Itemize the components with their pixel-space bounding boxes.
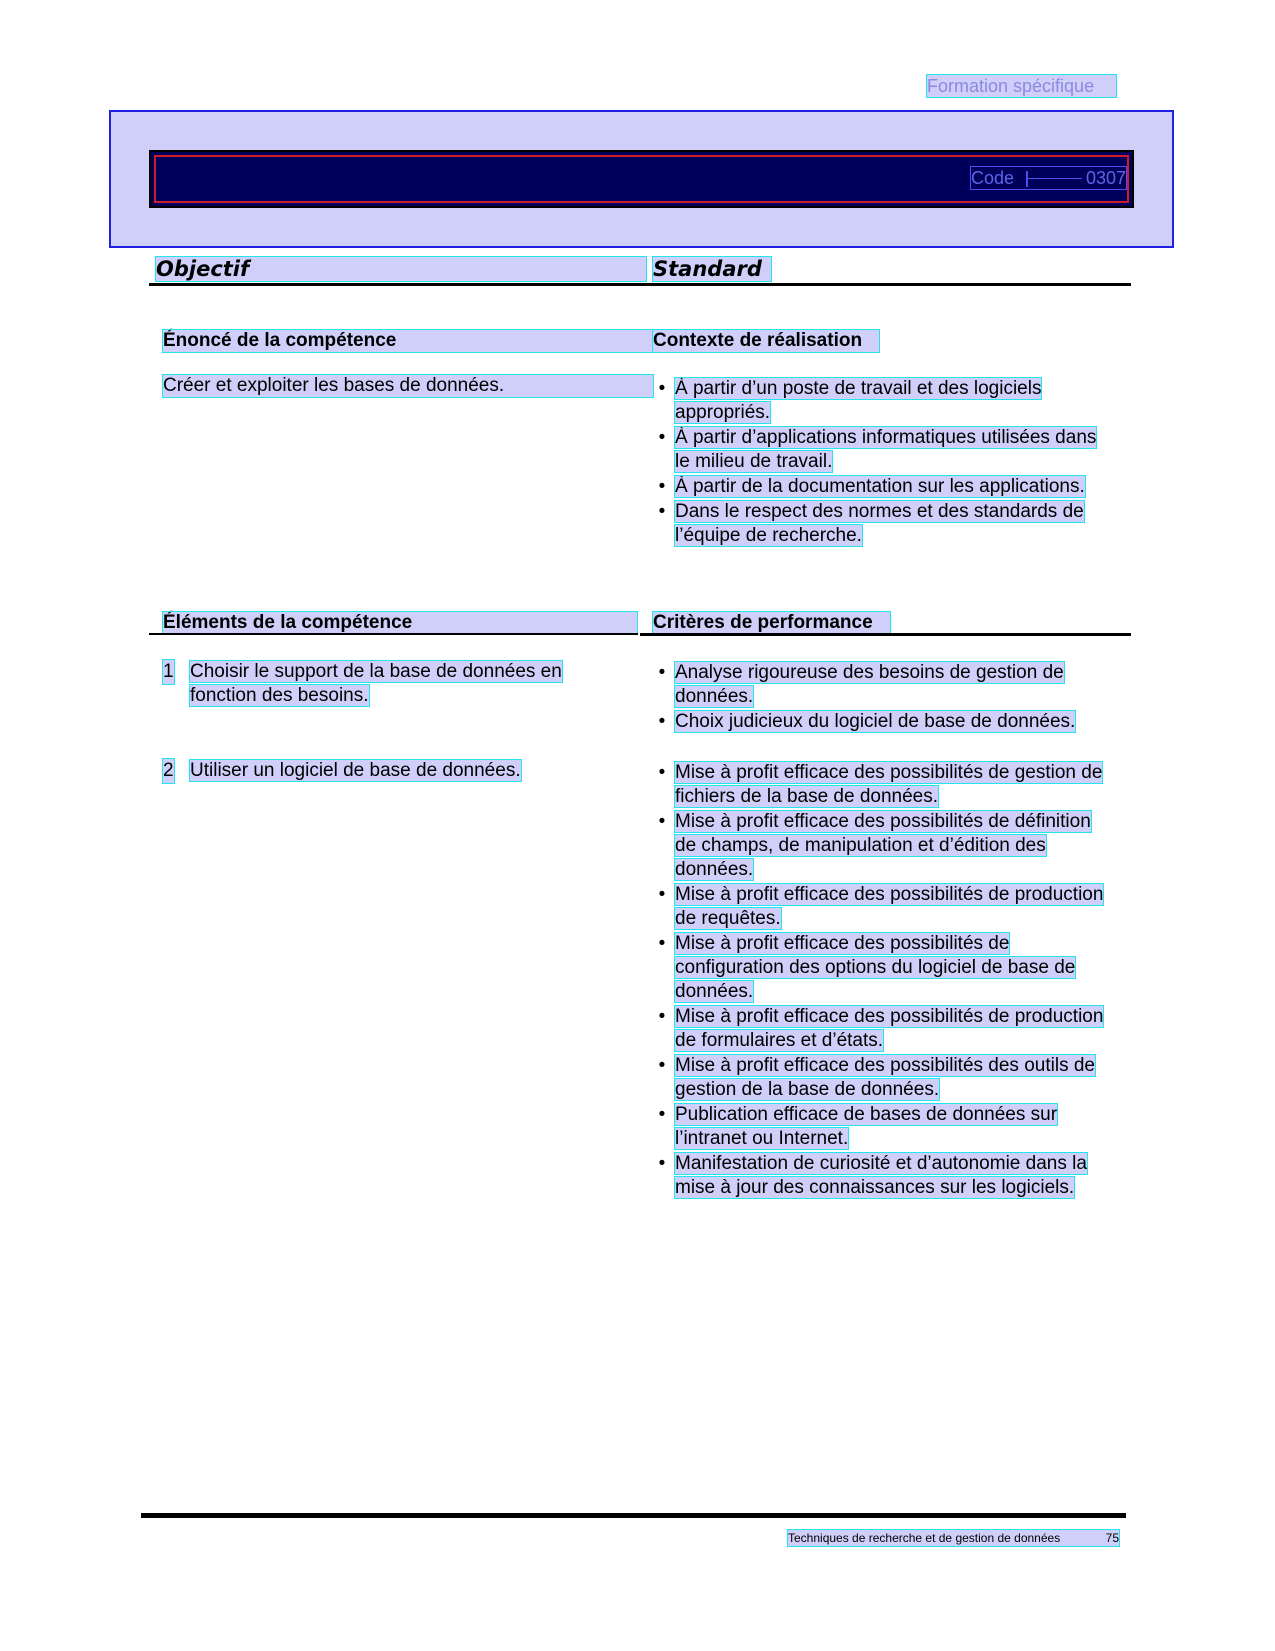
elements-rule — [149, 633, 638, 635]
list-item: • Mise à profit efficace des possibilités de configuration des options du logiciel de base de données. — [658, 933, 1076, 1002]
code-leader-line — [1027, 178, 1082, 179]
objectif-heading: Objectif — [156, 257, 646, 281]
element-text: Utiliser un logiciel de base de données. — [190, 760, 521, 781]
page-number: 75 — [1105, 1531, 1119, 1545]
section-label: Formation spécifique — [927, 75, 1116, 97]
footer-rule — [141, 1513, 1126, 1518]
page-footer — [788, 1530, 1119, 1546]
criteres-list-2 — [653, 761, 1113, 1201]
element-item — [163, 660, 623, 708]
criteres-title: Critères de performance — [653, 612, 890, 634]
code-label: Code — [971, 168, 1015, 188]
list-item: • Publication efficace de bases de données sur l’intranet ou Internet. — [658, 1104, 1058, 1149]
list-item: • À partir d’un poste de travail et des logiciels appropriés. — [658, 378, 1042, 423]
list-item: • Dans le respect des normes et des standards de l’équipe de recherche. — [658, 501, 1084, 546]
code-separator — [1026, 171, 1028, 187]
competency-banner — [109, 110, 1174, 248]
criteres-rule — [640, 633, 1131, 636]
heading-rule — [149, 283, 1131, 286]
code-value: 0307 — [1085, 168, 1126, 188]
competency-code — [971, 167, 1126, 189]
criteres-list-1 — [653, 661, 1113, 735]
standard-heading: Standard — [653, 257, 771, 281]
footer-title: Techniques de recherche et de gestion de données — [788, 1531, 1061, 1545]
enonce-title: Énoncé de la compétence — [163, 330, 653, 352]
list-item: • À partir d’applications informatiques utilisées dans le milieu de travail. — [658, 427, 1097, 472]
element-text: Choisir le support de la base de données en fonction des besoins. — [190, 661, 562, 706]
list-item: • Mise à profit efficace des possibilités de gestion de fichiers de la base de données. — [658, 762, 1103, 807]
list-item: • Mise à profit efficace des possibilités de définition de champs, de manipulation et d’édition des données. — [658, 811, 1091, 880]
list-item: • Choix judicieux du logiciel de base de données. — [658, 711, 1076, 732]
contexte-list — [653, 377, 1113, 549]
list-item: • Analyse rigoureuse des besoins de gestion de données. — [658, 662, 1064, 707]
list-item: • Mise à profit efficace des possibilités de production de formulaires et d’états. — [658, 1006, 1104, 1051]
banner-bar — [149, 150, 1134, 208]
list-item: • Mise à profit efficace des possibilités de production de requêtes. — [658, 884, 1104, 929]
list-item: • Mise à profit efficace des possibilités des outils de gestion de la base de données. — [658, 1055, 1095, 1100]
elements-title: Éléments de la compétence — [163, 612, 637, 634]
list-item: • Manifestation de curiosité et d’autonomie dans la mise à jour des connaissances sur les logiciels. — [658, 1153, 1087, 1198]
element-number: 2 — [163, 760, 174, 781]
enonce-text: Créer et exploiter les bases de données. — [163, 375, 653, 397]
list-item: • À partir de la documentation sur les applications. — [658, 476, 1085, 497]
contexte-title: Contexte de réalisation — [653, 330, 879, 352]
element-number: 1 — [163, 661, 174, 682]
element-item — [163, 759, 623, 783]
